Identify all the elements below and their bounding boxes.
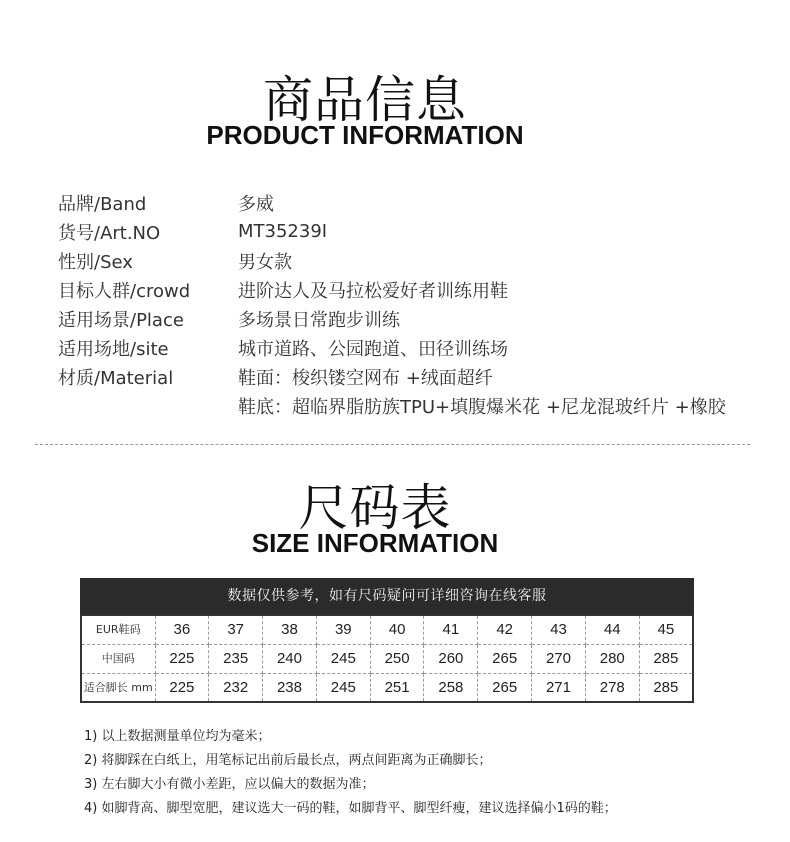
size-table [80,614,694,703]
size-cell: 265 [478,644,532,673]
size-cell: 225 [155,644,209,673]
size-cell: 240 [263,644,317,673]
size-cell: 44 [585,615,639,644]
size-cell: 235 [209,644,263,673]
size-row-label: 中国码 [81,644,155,673]
size-chart-header: 数据仅供参考，如有尺码疑问可详细咨询在线客服 [80,578,694,614]
info-row-sex [58,246,726,275]
size-cell: 36 [155,615,209,644]
size-cell: 37 [209,615,263,644]
info-row-art-no [58,217,726,246]
info-value: 鞋底：超临界脂肪族TPU+填腹爆米花 +尼龙混玻纤片 +橡胶 [238,396,726,418]
size-cell: 225 [155,673,209,702]
info-label: 适用场景/Place [58,309,184,331]
info-label: 目标人群/crowd [58,280,191,302]
note-item: 1) 以上数据测量单位均为毫米； [84,729,271,744]
note-item: 4) 如脚背高、脚型宽肥，建议选大一码的鞋，如脚背平、脚型纤瘦，建议选择偏小1码的鞋； [84,801,617,816]
size-cell: 45 [639,615,693,644]
size-info-title-cn: 尺码表 [298,479,452,537]
size-cell: 271 [532,673,586,702]
info-value: 男女款 [238,251,292,273]
info-label: 品牌/Band [58,193,147,215]
size-cell: 250 [370,644,424,673]
size-cell: 260 [424,644,478,673]
size-cell: 39 [316,615,370,644]
info-row-material [58,362,726,391]
size-row-label: EUR鞋码 [81,615,155,644]
info-value: 多场景日常跑步训练 [238,309,400,331]
info-value: 鞋面：梭织镂空网布 +绒面超纤 [238,367,493,389]
info-row-material-sole [58,391,726,420]
info-row-site [58,333,726,362]
product-info-title-cn: 商品信息 [263,71,467,129]
info-row-place [58,304,726,333]
product-info-title-en: PRODUCT INFORMATION [206,120,524,150]
info-label: 性别/Sex [58,251,133,273]
size-row-cn [81,644,693,673]
size-cell: 285 [639,644,693,673]
info-value: MT35239I [238,221,328,242]
size-cell: 238 [263,673,317,702]
info-label: 材质/Material [58,367,174,389]
info-label: 货号/Art.NO [58,222,161,244]
size-info-title-en: SIZE INFORMATION [251,528,499,558]
info-value: 多威 [238,193,274,215]
size-row-foot-length [81,673,693,702]
size-cell: 285 [639,673,693,702]
size-cell: 258 [424,673,478,702]
size-cell: 43 [532,615,586,644]
size-cell: 40 [370,615,424,644]
size-cell: 280 [585,644,639,673]
info-label: 适用场地/site [58,338,169,360]
size-cell: 278 [585,673,639,702]
size-row-eur [81,615,693,644]
size-cell: 251 [370,673,424,702]
size-cell: 270 [532,644,586,673]
size-notes [84,725,617,821]
section-divider [35,444,750,445]
product-info-list [58,188,726,420]
size-cell: 41 [424,615,478,644]
size-cell: 38 [263,615,317,644]
note-item: 2) 将脚踩在白纸上，用笔标记出前后最长点，两点间距离为正确脚长； [84,753,492,768]
size-cell: 245 [316,673,370,702]
size-chart [80,578,694,703]
note-item: 3) 左右脚大小有微小差距，应以偏大的数据为准； [84,777,375,792]
size-row-label: 适合脚长 mm [81,673,155,702]
size-cell: 245 [316,644,370,673]
size-cell: 42 [478,615,532,644]
size-cell: 232 [209,673,263,702]
info-value: 城市道路、公园跑道、田径训练场 [238,338,508,360]
size-cell: 265 [478,673,532,702]
info-row-crowd [58,275,726,304]
info-row-brand [58,188,726,217]
info-value: 进阶达人及马拉松爱好者训练用鞋 [238,280,508,302]
